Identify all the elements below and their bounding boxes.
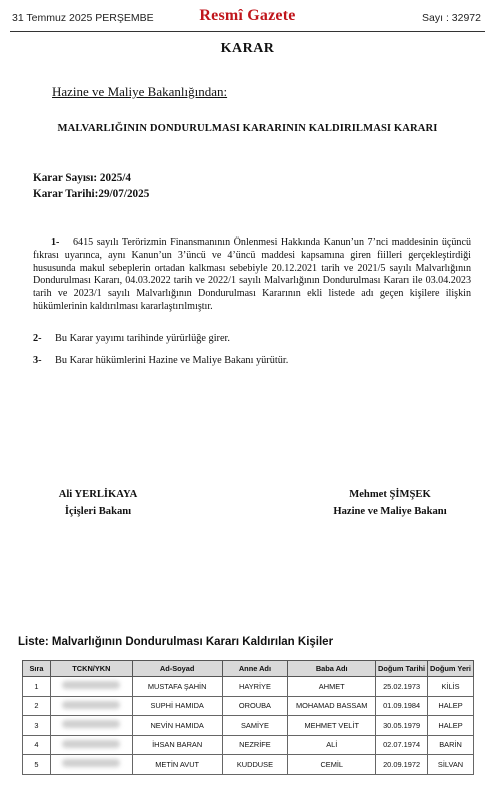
article-3 (33, 355, 288, 366)
redaction-blur (62, 720, 120, 728)
redacted-id (50, 755, 132, 775)
full-name: MUSTAFA ŞAHİN (132, 677, 222, 697)
row-index: 5 (23, 755, 51, 775)
list-title: Liste: Malvarlığının Dondurulması Kararı Kaldırılan Kişiler (18, 636, 334, 648)
table-row (23, 696, 474, 716)
birth-date: 02.07.1974 (376, 735, 428, 755)
table-row (23, 755, 474, 775)
table-header-row (23, 661, 474, 677)
decision-number: Karar Sayısı: 2025/4 (33, 172, 131, 184)
article-1 (33, 237, 471, 314)
redaction-blur (62, 701, 120, 709)
signatory-name: Ali YERLİKAYA (58, 489, 138, 500)
birth-date: 01.09.1984 (376, 696, 428, 716)
father-name: CEMİL (288, 755, 376, 775)
redaction-blur (62, 759, 120, 767)
mother-name: NEZRİFE (222, 735, 288, 755)
column-header: Doğum Yeri (428, 661, 474, 677)
father-name: ALİ (288, 735, 376, 755)
redacted-id (50, 735, 132, 755)
column-header: Baba Adı (288, 661, 376, 677)
full-name: METİN AVUT (132, 755, 222, 775)
row-index: 2 (23, 696, 51, 716)
father-name: MOHAMAD BASSAM (288, 696, 376, 716)
ministry-line: Hazine ve Maliye Bakanlığından: (52, 84, 228, 99)
article-2-text: Bu Karar yayımı tarihinde yürürlüğe girer. (55, 333, 230, 344)
mother-name: SAMİYE (222, 716, 288, 736)
article-2 (33, 333, 230, 344)
mother-name: KUDDUSE (222, 755, 288, 775)
mother-name: HAYRİYE (222, 677, 288, 697)
full-name: İHSAN BARAN (132, 735, 222, 755)
birth-date: 25.02.1973 (376, 677, 428, 697)
column-header: Ad-Soyad (132, 661, 222, 677)
column-header: TCKN/YKN (50, 661, 132, 677)
table-row (23, 677, 474, 697)
gazette-header (0, 0, 495, 36)
full-name: SUPHİ HAMIDA (132, 696, 222, 716)
father-name: AHMET (288, 677, 376, 697)
gazette-title: Resmî Gazete (199, 7, 296, 24)
mother-name: OROUBA (222, 696, 288, 716)
signatory-title: Hazine ve Maliye Bakanı (333, 506, 447, 517)
decision-title: MALVARLIĞININ DONDURULMASI KARARININ KALDIRILMASI KARARI (57, 123, 438, 134)
table-row (23, 716, 474, 736)
full-name: NEVİN HAMIDA (132, 716, 222, 736)
father-name: MEHMET VELİT (288, 716, 376, 736)
article-1-text: 6415 sayılı Terörizmin Finansmanının Önlenmesi Hakkında Kanun’un 7’nci maddesinin üçüncü fıkrası uyarınca, aynı Kanun’un 3’üncü ve 4’üncü maddesi kapsamına giren fiilleri gerçekleştirdiği hususunda makul sebeplerin ortadan kalkması sebebiyle 20.12.2021 tarih ve 2021/5 sayılı Malvarlığının Dondurulması Kararı, 04.03.2022 tarih ve 2022/1 sayılı Malvarlığının Dondurulması Kararı ile 03.04.2023 tarih ve 2023/1 sayılı Malvarlığının Dondurulması Kararının ekli listede adı geçen kişilere ilişkin hükümlerinin kaldırılması kararlaştırılmıştır. (33, 237, 471, 312)
article-1-number: 1- (51, 237, 60, 248)
birth-place: HALEP (428, 696, 474, 716)
birth-date: 20.09.1972 (376, 755, 428, 775)
redacted-id (50, 696, 132, 716)
birth-place: SİLVAN (428, 755, 474, 775)
header-issue-number: Sayı : 32972 (422, 12, 481, 24)
column-header: Anne Adı (222, 661, 288, 677)
signature-right (315, 486, 465, 520)
article-3-number: 3- (33, 355, 42, 366)
row-index: 3 (23, 716, 51, 736)
row-index: 4 (23, 735, 51, 755)
signatory-title: İçişleri Bakanı (64, 506, 132, 517)
article-3-text: Bu Karar hükümlerini Hazine ve Maliye Bakanı yürütür. (55, 355, 289, 366)
signature-left (38, 486, 158, 520)
decision-date: Karar Tarihi:29/07/2025 (33, 188, 150, 200)
persons-table (22, 660, 474, 775)
redaction-blur (62, 681, 120, 689)
redacted-id (50, 716, 132, 736)
table-row (23, 735, 474, 755)
header-divider (10, 31, 485, 32)
birth-place: HALEP (428, 716, 474, 736)
signatory-name: Mehmet ŞİMŞEK (349, 489, 431, 500)
birth-date: 30.05.1979 (376, 716, 428, 736)
column-header: Sıra (23, 661, 51, 677)
header-date: 31 Temmuz 2025 PERŞEMBE (12, 12, 154, 24)
birth-place: KİLİS (428, 677, 474, 697)
birth-place: BARİN (428, 735, 474, 755)
article-2-number: 2- (33, 333, 42, 344)
section-heading: KARAR (220, 41, 275, 56)
row-index: 1 (23, 677, 51, 697)
redacted-id (50, 677, 132, 697)
redaction-blur (62, 740, 120, 748)
column-header: Doğum Tarihi (376, 661, 428, 677)
